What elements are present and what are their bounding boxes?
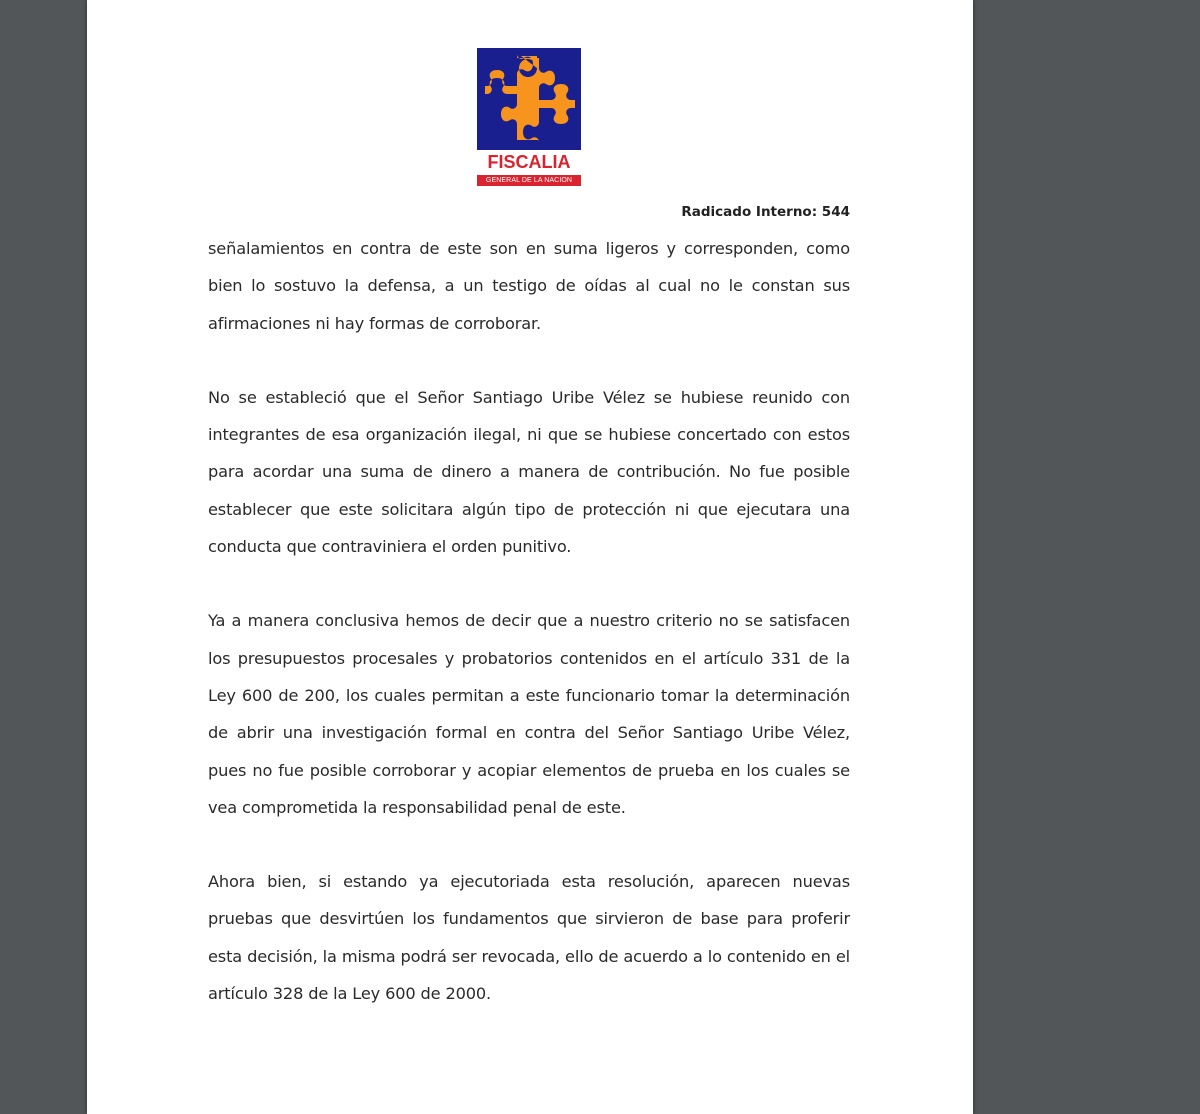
radicado-interno: Radicado Interno: 544 — [681, 204, 850, 220]
logo-wordmark: FISCALIA — [487, 152, 571, 172]
paragraph: señalamientos en contra de este son en suma ligeros y corresponden, como bien lo sostuvo la defensa, a un testigo de oídas al cual no le constan sus afirmaciones ni hay formas de corroborar. — [208, 239, 850, 333]
paragraph: Ahora bien, si estando ya ejecutoriada esta resolución, aparecen nuevas pruebas que desvirtúen los fundamentos que sirvieron de base para proferir esta decisión, la misma podrá ser revocada, ello de acuerdo a lo contenido en el artículo 328 de la Ley 600 de 2000. — [208, 872, 850, 1004]
paragraph: No se estableció que el Señor Santiago Uribe Vélez se hubiese reunido con integrantes de esa organización ilegal, ni que se hubiese concertado con estos para acordar una suma de dinero a manera de contribución. No fue posible establecer que este solicitara algún tipo de protección ni que ejecutara una conducta que contraviniera el orden punitivo. — [208, 387, 850, 557]
fiscalia-logo — [477, 48, 581, 188]
document-body — [208, 230, 850, 1049]
puzzle-piece-icon — [477, 48, 581, 150]
logo-subtitle: GENERAL DE LA NACION — [477, 175, 581, 186]
paragraph: Ya a manera conclusiva hemos de decir que a nuestro criterio no se satisfacen los presupuestos procesales y probatorios contenidos en el artículo 331 de la Ley 600 de 200, los cuales permitan a este funcionario tomar la determinación de abrir una investigación formal en contra del Señor Santiago Uribe Vélez, pues no fue posible corroborar y acopiar elementos de prueba en los cuales se vea comprometida la responsabilidad penal de este. — [208, 611, 850, 817]
document-page — [87, 0, 973, 1114]
